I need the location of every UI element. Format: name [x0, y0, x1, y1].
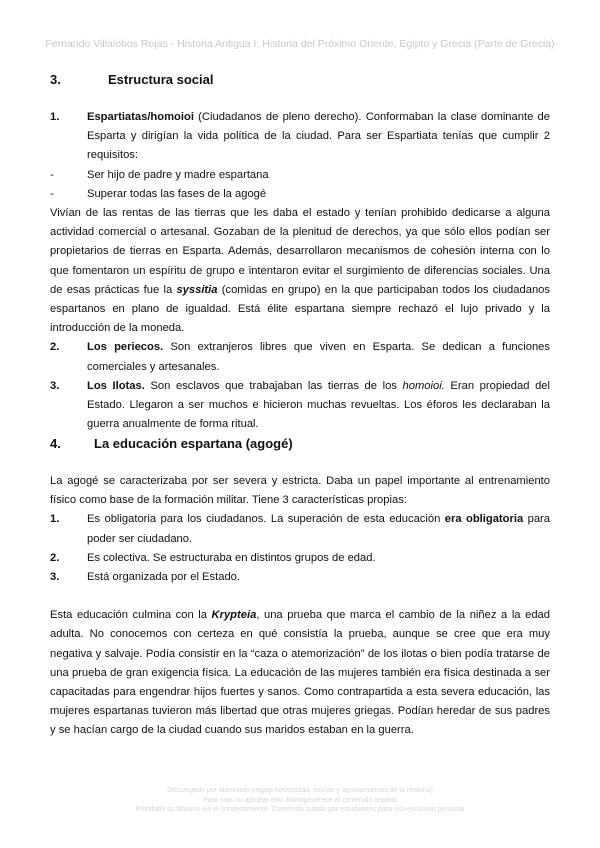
page-header: Fernando Villalobos Rojas - Historia Antigua I: Historia del Próximo Oriente, Egipto y Grecia (Parte de Grecia) [45, 38, 555, 50]
item-text: para poder ser ciudadano. [87, 513, 551, 545]
social-class-item-2 [50, 338, 550, 376]
item-number: 1. [50, 513, 60, 526]
agoge-item-2 [50, 549, 550, 568]
item-text: Es obligatoria para los ciudadanos. La superación de esta educación [87, 513, 445, 526]
paragraph-text: Vivían de las rentas de las tierras que les daba el estado y tenían prohibido dedicarse a alguna actividad comercial o artesanal. Gozaban de la plenitud de derechos, ya que sólo ellos podían ser propietarios de tierras en Esparta. Además, desarrollaron mecanismos de cohesión interna con lo que fomentaron un espíritu de grupo e intentaron evitar el surgimiento de diferencias sociales. Una de esas prácticas fue la [50, 207, 550, 296]
requirement-text: Ser hijo de padre y madre espartana [87, 168, 269, 181]
term-espartiatas: Espartiatas/homoioi [87, 111, 194, 123]
dash-bullet: - [50, 187, 54, 200]
term-krypteia: Krypteia [211, 609, 257, 622]
espartiatas-paragraph [50, 204, 550, 338]
item-text: Es colectiva. Se estructuraba en distintos grupos de edad. [87, 551, 376, 564]
requirement-text: Superar todas las fases de la agogé [87, 187, 267, 200]
term-syssitia: syssitia [176, 283, 218, 296]
term-periecos: Los periecos. [87, 341, 164, 354]
section-4-heading [50, 436, 293, 451]
footer-line: Descargado por alumnado (reglas honestidad, teorías y apuntamientos de la Historia) [167, 787, 433, 794]
social-class-item-1 [50, 108, 550, 166]
paragraph-text: (comidas en grupo) en la que participaban todos los ciudadanos espartanos en plano de igualdad. Está élite espartana siempre rechazó el lujo privado y la introducción de la moneda. [50, 283, 550, 335]
dash-bullet: - [50, 168, 54, 181]
requirement-item [50, 185, 550, 204]
agoge-item-1 [50, 510, 550, 548]
item-text: Son esclavos que trabajaban las tierras de los [144, 379, 403, 392]
agoge-intro: La agogé se caracterizaba por ser severa y estricta. Daba un papel importante al entrenamiento físico como base de la formación militar. Tiene 3 características propias: [50, 475, 550, 507]
section-3-heading [50, 72, 214, 87]
section-3-title: Estructura social [108, 72, 214, 87]
agoge-item-3 [50, 568, 550, 587]
paragraph-text: Esta educación culmina con la [50, 609, 212, 622]
requirement-item [50, 166, 550, 185]
page-footer-watermark [0, 786, 600, 815]
footer-line: Prohibida su difusión sin el consentimiento. Contenido subido por estudiantes para uso exclusivo personal [135, 806, 465, 813]
item-number: 3. [50, 571, 60, 584]
item-number: 2. [50, 341, 60, 354]
section-3-content [50, 108, 550, 434]
item-text: (Ciudadanos de pleno derecho). Conformaban la clase dominante de Esparta y dirigían la vida política de la ciudad. Para ser Espartiata tenías que cumplir 2 requisitos: [87, 111, 550, 162]
social-class-item-3 [50, 377, 550, 435]
footer-line: Para más no aprobar edo. Mantigenerece al contenido original [203, 796, 397, 804]
section-4-content [50, 472, 550, 741]
item-number: 2. [50, 551, 60, 564]
item-number: 3. [50, 379, 60, 392]
term-homoioi: homoioi. [402, 379, 445, 392]
item-text: Está organizada por el Estado. [87, 571, 240, 584]
term-ilotas: Los Ilotas. [87, 379, 145, 392]
paragraph-text: , una prueba que marca el cambio de la niñez a la edad adulta. No conocemos con certeza en qué consistía la prueba, aunque se cree que era muy negativa y salvaje. Podía consistir en la “caza o atemorización” de los ilotas o bien podía tratarse de una prueba de gran exigencia física. La educación de las mujeres también era física destinada a ser capacitadas para engendrar hijos fuertes y sanos. Como contrapartida a esta severa educación, las mujeres espartanas tuvieron más libertad que otras mujeres griegas. Podían heredar de sus padres y se hacían cargo de la ciudad cuando sus maridos estaban en la guerra. [50, 609, 550, 737]
section-3-number: 3. [50, 72, 61, 87]
item-text: Eran propiedad del Estado. Llegaron a ser muchos e hicieron muchas revueltas. Los éforos les declaraban la guerra anualmente de forma ritual. [87, 379, 550, 431]
bold-phrase: era obligatoria [444, 513, 524, 526]
krypteia-paragraph [50, 606, 550, 740]
item-text: Son extranjeros libres que viven en Esparta. Se dedican a funciones comerciales y artesanales. [87, 341, 550, 373]
section-4-title: La educación espartana (agogé) [94, 436, 293, 451]
section-4-number: 4. [50, 436, 61, 451]
item-number: 1. [50, 111, 60, 123]
